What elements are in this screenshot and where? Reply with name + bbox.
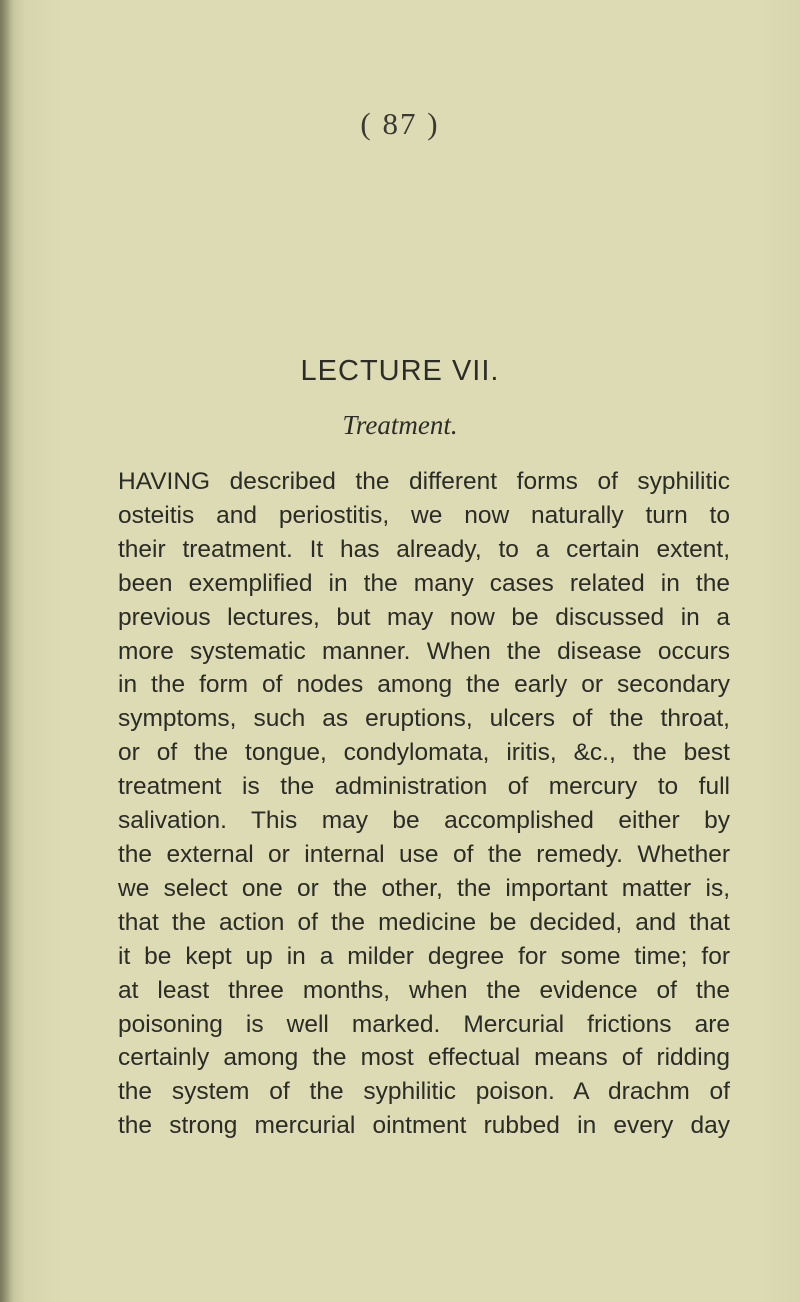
body-line: HAVING described the different forms of syphilitic [118, 468, 730, 495]
body-line: it be kept up in a milder degree for some time; for [118, 942, 730, 970]
body-line: their treatment. It has already, to a certain extent, [118, 535, 730, 563]
body-line: osteitis and periostitis, we now naturally turn to [118, 501, 730, 529]
body-line: poisoning is well marked. Mercurial frictions are [118, 1010, 730, 1038]
body-line: at least three months, when the evidence of the [118, 976, 730, 1004]
body-line: symptoms, such as eruptions, ulcers of the throat, [118, 705, 730, 733]
body-line: been exemplified in the many cases related in the [118, 569, 730, 597]
body-line: the external or internal use of the remedy. Whether [118, 840, 730, 868]
body-line: we select one or the other, the important matter is, [118, 874, 730, 902]
body-line: salivation. This may be accomplished either by [118, 807, 730, 835]
body-line: or of the tongue, condylomata, iritis, &c., the best [118, 739, 730, 767]
section-subheading: Treatment. [342, 410, 458, 440]
body-line: in the form of nodes among the early or secondary [118, 671, 730, 699]
gutter-shadow [0, 0, 14, 1302]
body-line: the system of the syphilitic poison. A drachm of [118, 1078, 730, 1106]
page-number: ( 87 ) [360, 106, 440, 141]
body-line: more systematic manner. When the disease occurs [118, 637, 730, 665]
body-line: treatment is the administration of mercury to full [118, 773, 730, 801]
body-line: certainly among the most effectual means of ridding [118, 1044, 730, 1072]
lecture-heading: LECTURE VII. [300, 355, 500, 387]
body-line: the strong mercurial ointment rubbed in every day [118, 1112, 730, 1140]
body-line: previous lectures, but may now be discussed in a [118, 603, 730, 631]
body-line: that the action of the medicine be decided, and that [118, 908, 730, 936]
body-paragraph [118, 465, 730, 1143]
